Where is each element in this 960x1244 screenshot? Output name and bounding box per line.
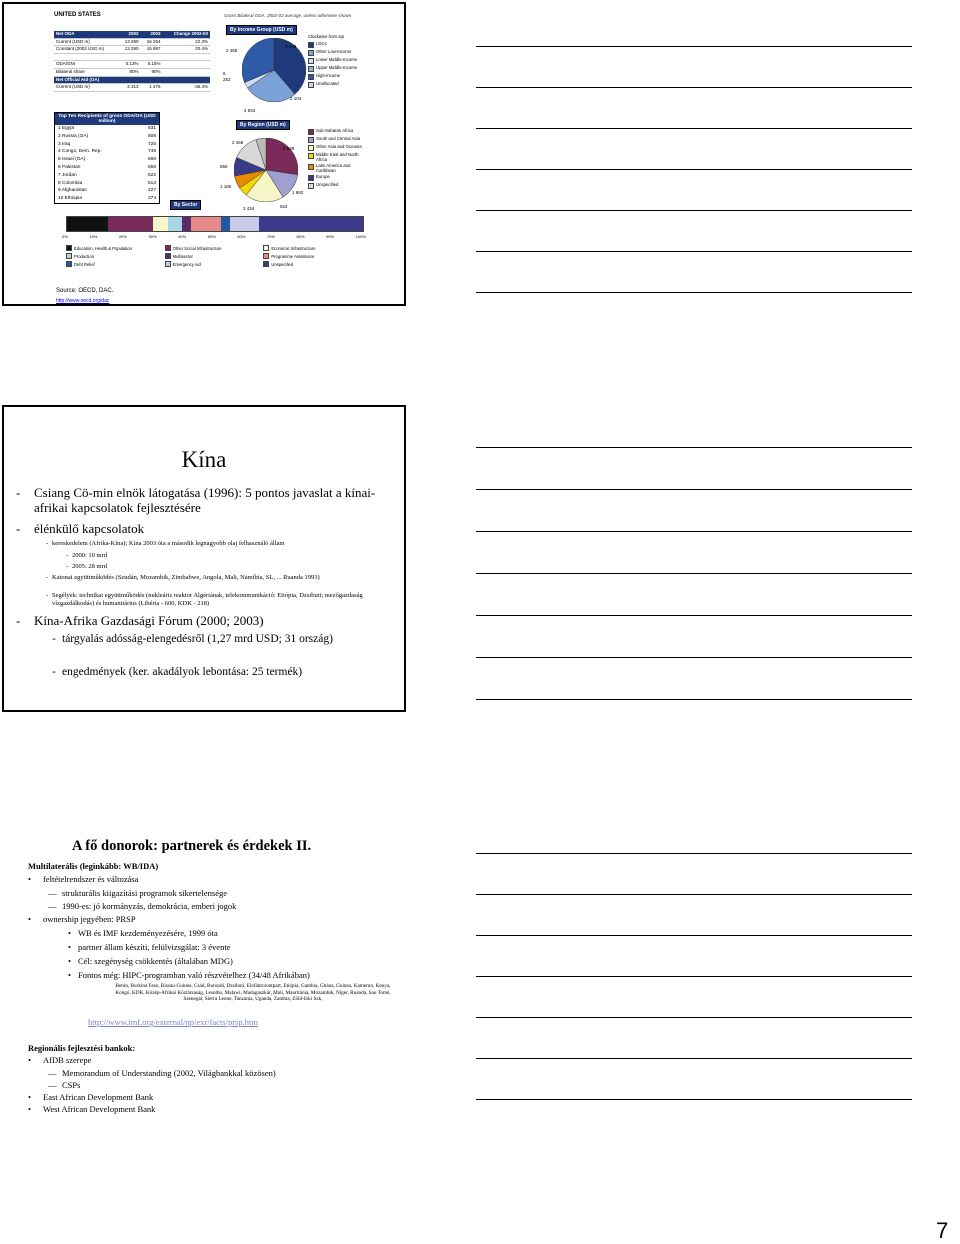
recipient-name: 6 Pakistan xyxy=(58,164,81,170)
legend-item xyxy=(308,152,364,162)
legend-item xyxy=(308,144,364,151)
sub-bullet-item: - tárgyalás adósság-elengedésről (1,27 mrd USD; 31 ország) xyxy=(52,633,333,645)
sector-segment xyxy=(153,217,168,231)
table-row xyxy=(54,31,210,38)
top-ten-title: Top Ten Recipients of gross ODA/OA (USD million) xyxy=(55,113,159,125)
axis-tick-label: 30% xyxy=(148,234,157,239)
table-cell xyxy=(163,68,210,76)
legend-item xyxy=(308,182,364,189)
legend-swatch xyxy=(308,175,314,181)
list-item xyxy=(55,164,159,172)
table-cell xyxy=(163,53,210,61)
legend-label: Economic Infrastructure xyxy=(271,245,316,251)
page-number: 7 xyxy=(936,1218,949,1243)
legend-item xyxy=(308,73,364,80)
note-line xyxy=(476,531,912,532)
legend-item xyxy=(308,49,364,56)
sub-bullet-item: partner állam készíti, felülvizsgálat: 3 évente xyxy=(78,942,231,952)
note-line xyxy=(476,699,912,700)
dash-mark: — xyxy=(48,901,57,911)
note-line xyxy=(476,935,912,936)
pie-income-label: 252 xyxy=(223,77,231,82)
recipient-name: 9 Afghanistan xyxy=(58,188,88,194)
slide-china xyxy=(2,405,406,712)
axis-tick-label: 20% xyxy=(118,234,127,239)
legend-swatch xyxy=(165,261,171,267)
bullet-dot: • xyxy=(28,874,31,884)
axis-tick-label: 80% xyxy=(296,234,305,239)
recipient-value: 808 xyxy=(147,133,156,139)
pie-income-label: 2 104 xyxy=(290,96,302,101)
legend-swatch xyxy=(308,50,314,56)
note-line xyxy=(476,1099,912,1100)
note-line xyxy=(476,447,912,448)
list-item xyxy=(55,141,159,149)
note-line xyxy=(476,292,912,293)
recipient-value: 427 xyxy=(147,188,156,194)
hipc-country-list: Benin, Burkina Faso, Bissau-Guinea, Csád, Burundi, Dzsibuti, Elefántcsontpart, Etiópia, Gambia, Ghána, Guinea, Kamerun, Kenya, Kongó, KDK, Közép-Afrikai Köztársaság, Lesotho, Malawi, Madagaszkár, Mali, Mauritánia, Mozambik, Niger, Ruanda, Sao Tomé, Szenegál, Sierra Leone, Tanzánia, Uganda, Zambia, Zöld-foki Szk, xyxy=(115,983,391,1003)
axis-tick-label: 90% xyxy=(326,234,335,239)
table-row xyxy=(54,46,210,54)
legend-label: LDCs xyxy=(316,41,327,46)
legend-swatch xyxy=(66,245,72,251)
sector-segment xyxy=(182,217,191,231)
top-ten-recipients xyxy=(54,112,160,204)
list-item xyxy=(55,148,159,156)
slide-oecd-factsheet xyxy=(2,2,406,306)
sector-segment xyxy=(67,217,108,231)
table-cell: Net Official Aid (OA) xyxy=(54,76,118,84)
table-cell: Current (USD m) xyxy=(54,38,118,46)
legend-swatch xyxy=(66,261,72,267)
pie-region-label: 2 434 xyxy=(243,206,255,211)
axis-tick-label: 60% xyxy=(237,234,246,239)
slide-title: A fő donorok: partnerek és érdekek II. xyxy=(72,838,312,854)
note-line xyxy=(476,657,912,658)
pie-region-label: 856 xyxy=(220,164,228,169)
table-cell: 13 290 xyxy=(118,46,140,54)
bullet-dot: • xyxy=(68,928,71,938)
pie-region-label: 3 538 xyxy=(283,146,295,151)
table-cell: 90% xyxy=(141,68,163,76)
legend-item xyxy=(263,245,362,251)
table-cell xyxy=(118,76,140,84)
legend-caption: Clockwise from top xyxy=(308,34,345,39)
legend-label: Lower Middle-Income xyxy=(316,57,358,62)
recipient-name: 8 Colombia xyxy=(58,180,83,186)
legend-label: South and Central Asia xyxy=(316,136,360,141)
table-row xyxy=(54,38,210,46)
oda-summary-table xyxy=(54,31,210,92)
sector-segment xyxy=(230,217,260,231)
list-item xyxy=(55,172,159,180)
note-line xyxy=(476,210,912,211)
bullet-item: - Csiang Cö-min elnök látogatása (1996): 5 pontos javaslat a kínai-afrikai kapcsolatok fejlesztésére xyxy=(16,485,376,515)
table-cell xyxy=(118,53,140,61)
legend-label: High-income xyxy=(316,73,341,78)
sector-axis xyxy=(62,234,366,239)
pie-region-label: 2 469 xyxy=(232,140,244,145)
recipient-value: 725 xyxy=(147,141,156,147)
sub-bullet-item: - Katonai együttműködés (Szudán, Mozambik, Zimbabwe, Angola, Mali, Namíbia, SL, ... Ruanda 1993) xyxy=(46,574,320,581)
bullet-item: ownership jegyében: PRSP xyxy=(43,914,136,924)
sub-bullet-item: - engedmények (ker. akadályok lebontása: 25 termék) xyxy=(52,666,303,678)
axis-tick-label: 100% xyxy=(355,234,366,239)
table-cell: 16 254 xyxy=(141,38,163,46)
table-cell: Net ODA xyxy=(54,31,118,38)
table-cell: -36.4% xyxy=(163,84,210,92)
legend-swatch xyxy=(165,253,171,259)
pie-slice xyxy=(266,138,298,175)
legend-item xyxy=(308,174,364,181)
bullet-dot: • xyxy=(28,914,31,924)
legend-swatch xyxy=(263,261,269,267)
table-cell: ODA/GNI xyxy=(54,61,118,69)
note-lines xyxy=(476,853,912,1140)
legend-item xyxy=(165,261,264,267)
dash-mark: — xyxy=(48,1068,57,1078)
note-line xyxy=(476,169,912,170)
table-cell: 13 290 xyxy=(118,38,140,46)
sub-sub-bullet-item: - 2000: 10 mrd xyxy=(66,552,108,559)
legend-item xyxy=(308,81,364,88)
pie-income-title: By Income Group (USD m) xyxy=(226,25,297,35)
sector-segment xyxy=(108,217,152,231)
legend-item xyxy=(66,245,165,251)
sector-segment xyxy=(221,217,230,231)
table-cell xyxy=(54,53,118,61)
table-cell: Current (USD m) xyxy=(54,84,118,92)
pie-region-label: 1 692 xyxy=(292,190,304,195)
prsp-link[interactable]: http://www.imf.org/external/np/exr/facts/prsp.htm xyxy=(88,1017,258,1027)
sub-bullet-item: WB és IMF kezdeményezésére, 1999 óta xyxy=(78,928,218,938)
table-cell: 2003 xyxy=(141,31,163,38)
legend-label: Europe xyxy=(316,174,330,179)
factsheet-subheader: Gross Bilateral ODA, 2002-03 average, unless otherwise shown xyxy=(224,13,352,18)
note-line xyxy=(476,615,912,616)
source-link[interactable]: http://www.oecd.org/dac xyxy=(56,298,110,304)
legend-swatch xyxy=(308,145,314,151)
legend-swatch xyxy=(308,42,314,48)
recipient-name: 2 Russia (OA) xyxy=(58,133,89,139)
legend-swatch xyxy=(308,58,314,64)
table-cell: 20.4% xyxy=(163,46,210,54)
legend-label: Unallocated xyxy=(316,81,339,86)
dash-mark: — xyxy=(48,888,57,898)
recipient-name: 7 Jordan xyxy=(58,172,77,178)
legend-item xyxy=(308,136,364,143)
legend-swatch xyxy=(165,245,171,251)
legend-item xyxy=(165,253,264,259)
legend-label: Production xyxy=(74,253,95,259)
axis-tick-label: 40% xyxy=(178,234,187,239)
list-item xyxy=(55,133,159,141)
bullet-item: - élénkülő kapcsolatok xyxy=(16,521,145,536)
sector-segment xyxy=(168,217,183,231)
table-row xyxy=(54,68,210,76)
slide-title: Kína xyxy=(181,447,227,472)
legend-label: Multisector xyxy=(172,253,193,259)
legend-swatch xyxy=(308,82,314,88)
table-cell xyxy=(141,76,163,84)
axis-tick-label: 10% xyxy=(89,234,98,239)
note-line xyxy=(476,1058,912,1059)
bullet-dot: • xyxy=(28,1092,31,1102)
note-lines xyxy=(476,46,912,333)
note-line xyxy=(476,489,912,490)
factsheet-country: UNITED STATES xyxy=(54,12,101,18)
legend-swatch xyxy=(66,253,72,259)
dash-mark: — xyxy=(48,1080,57,1090)
pie-income-legend xyxy=(308,34,364,89)
note-line xyxy=(476,87,912,88)
legend-item xyxy=(165,245,264,251)
table-cell xyxy=(141,53,163,61)
legend-label: Programme Assistance xyxy=(271,253,315,259)
legend-label: Debt Relief xyxy=(74,261,95,267)
table-cell: Bilateral share xyxy=(54,68,118,76)
table-cell: 2 313 xyxy=(118,84,140,92)
note-line xyxy=(476,573,912,574)
list-item xyxy=(55,180,159,188)
sub-bullet-item: Memorandum of Understanding (2002, Világbankkal közösen) xyxy=(62,1068,276,1078)
table-cell: 0.13% xyxy=(118,61,140,69)
sub-bullet-item: 1990-es: jó kormányzás, demokrácia, emberi jogok xyxy=(62,901,237,911)
legend-label: Unspecified xyxy=(316,182,339,187)
legend-item xyxy=(263,253,362,259)
note-line xyxy=(476,46,912,47)
table-row xyxy=(54,84,210,92)
pie-region-label: 1 180 xyxy=(220,184,232,189)
note-line xyxy=(476,894,912,895)
pie-income-chart xyxy=(242,38,306,102)
bullet-item: West African Development Bank xyxy=(43,1104,156,1114)
bullet-item: AfDB szerepe xyxy=(43,1055,92,1065)
recipient-value: 831 xyxy=(147,126,156,131)
recipient-name: 5 Israel (OA) xyxy=(58,157,86,163)
legend-swatch xyxy=(263,253,269,259)
legend-swatch xyxy=(308,129,314,135)
bullet-dot: • xyxy=(68,970,71,980)
bullet-item: East African Development Bank xyxy=(43,1092,154,1102)
recipient-value: 513 xyxy=(147,180,156,186)
recipient-value: 749 xyxy=(147,149,156,155)
axis-tick-label: 50% xyxy=(207,234,216,239)
recipient-value: 658 xyxy=(147,164,156,170)
recipient-value: 374 xyxy=(147,196,156,202)
pie-income-label: 6 xyxy=(223,71,226,76)
note-line xyxy=(476,128,912,129)
table-cell: Change 2002-03 xyxy=(163,31,210,38)
legend-item xyxy=(308,163,364,173)
section-heading: Regionális fejlesztési bankok: xyxy=(28,1043,136,1053)
legend-swatch xyxy=(263,245,269,251)
table-row xyxy=(54,53,210,61)
legend-item xyxy=(308,65,364,72)
sub-bullet-item: strukturális kiigazítási programok sikertelensége xyxy=(62,888,227,898)
table-cell: 0.15% xyxy=(141,61,163,69)
note-lines xyxy=(476,447,912,741)
pie-income-label: 3 039 xyxy=(285,44,297,49)
bullet-dot: • xyxy=(28,1055,31,1065)
legend-swatch xyxy=(308,137,314,143)
legend-label: Middle East and North Africa xyxy=(316,152,359,162)
legend-item xyxy=(308,57,364,64)
pie-income-label: 2 458 xyxy=(226,48,238,53)
bullet-item: feltételrendszer és változása xyxy=(43,874,139,884)
recipient-name: 10 Ethiopia xyxy=(58,196,83,202)
sector-segment xyxy=(191,217,221,231)
table-row xyxy=(54,76,210,84)
recipient-value: 666 xyxy=(147,157,156,163)
sub-bullet-item: - kereskedelem (Afrika-Kína); Kína 2003 óta a második legnagyobb olaj felhasználó állam xyxy=(46,540,285,547)
source-note: Source: OECD, DAC. xyxy=(56,288,114,294)
legend-label: Education, Health & Population xyxy=(74,245,132,251)
legend-label: Emergency Aid xyxy=(172,261,201,267)
section-heading: Multilaterális (leginkább: WB/IDA) xyxy=(28,861,159,871)
pie-region-legend xyxy=(308,128,364,190)
recipient-value: 622 xyxy=(147,172,156,178)
list-item xyxy=(55,187,159,195)
axis-tick-label: 0% xyxy=(62,234,68,239)
bullet-dot: • xyxy=(68,942,71,952)
table-cell: 22.3% xyxy=(163,38,210,46)
table-cell: 1 476 xyxy=(141,84,163,92)
pie-region-label: 4 934 xyxy=(244,108,256,113)
recipient-name: 4 Congo, Dem. Rep. xyxy=(58,149,102,155)
sub-bullet-item: CSPs xyxy=(62,1080,81,1090)
bullet-dot: • xyxy=(28,1104,31,1114)
legend-label: Other Social Infrastructure xyxy=(172,245,222,251)
legend-item xyxy=(308,41,364,48)
axis-tick-label: 70% xyxy=(266,234,275,239)
sub-bullet-item: - Segélyek: technikai együttműködés (nukleáris reaktor Algériának, telekommunikáció: Etiópia, Dzsibuti; mezőgazdaság vízgazdálkodás) és humanitárius (Libéria - 600, KDK - 218) xyxy=(46,592,363,607)
pie-region-label: 922 xyxy=(280,204,288,209)
sub-bullet-item: Cél: szegénység csökkentés (általában MDG) xyxy=(78,956,233,966)
bullet-item: - Kína-Afrika Gazdasági Fórum (2000; 2003) xyxy=(16,613,264,628)
table-cell: 80% xyxy=(118,68,140,76)
note-line xyxy=(476,251,912,252)
sector-legend xyxy=(66,245,362,267)
legend-swatch xyxy=(308,66,314,72)
legend-item xyxy=(308,128,364,135)
recipient-name: 1 Egypt xyxy=(58,126,75,131)
legend-label: Latin America and Caribbean xyxy=(316,163,351,173)
legend-label: Upper Middle-Income xyxy=(316,65,358,70)
list-item xyxy=(55,156,159,164)
legend-item xyxy=(66,253,165,259)
note-line xyxy=(476,853,912,854)
note-line xyxy=(476,976,912,977)
list-item xyxy=(55,195,159,203)
legend-item xyxy=(263,261,362,267)
table-cell: 15 997 xyxy=(141,46,163,54)
recipient-name: 3 Iraq xyxy=(58,141,71,147)
table-cell xyxy=(163,76,210,84)
slide-main-donors xyxy=(28,810,408,1115)
pie-region-title: By Region (USD m) xyxy=(236,120,290,130)
legend-label: Unspecified xyxy=(271,261,294,267)
bullet-dot: • xyxy=(68,956,71,966)
sub-sub-bullet-item: - 2005: 28 mrd xyxy=(66,563,108,570)
note-line xyxy=(476,1017,912,1018)
legend-label: Other Asia and Oceania xyxy=(316,144,362,149)
legend-label: Other Low-Income xyxy=(316,49,352,54)
legend-swatch xyxy=(308,164,314,170)
table-row xyxy=(54,61,210,69)
table-cell xyxy=(163,61,210,69)
sector-segment xyxy=(259,217,363,231)
list-item xyxy=(55,125,159,133)
sector-title: By Sector xyxy=(170,200,201,210)
legend-swatch xyxy=(308,183,314,189)
legend-swatch xyxy=(308,74,314,80)
table-cell: Constant (2002 USD m) xyxy=(54,46,118,54)
legend-label: Sub-Saharan Africa xyxy=(316,128,354,133)
sector-stacked-bar xyxy=(66,216,364,232)
table-cell: 2002 xyxy=(118,31,140,38)
sub-bullet-item: Fontos még: HIPC-programban való részvételhez (34/48 Afrikában) xyxy=(78,970,310,980)
legend-item xyxy=(66,261,165,267)
legend-swatch xyxy=(308,153,314,159)
